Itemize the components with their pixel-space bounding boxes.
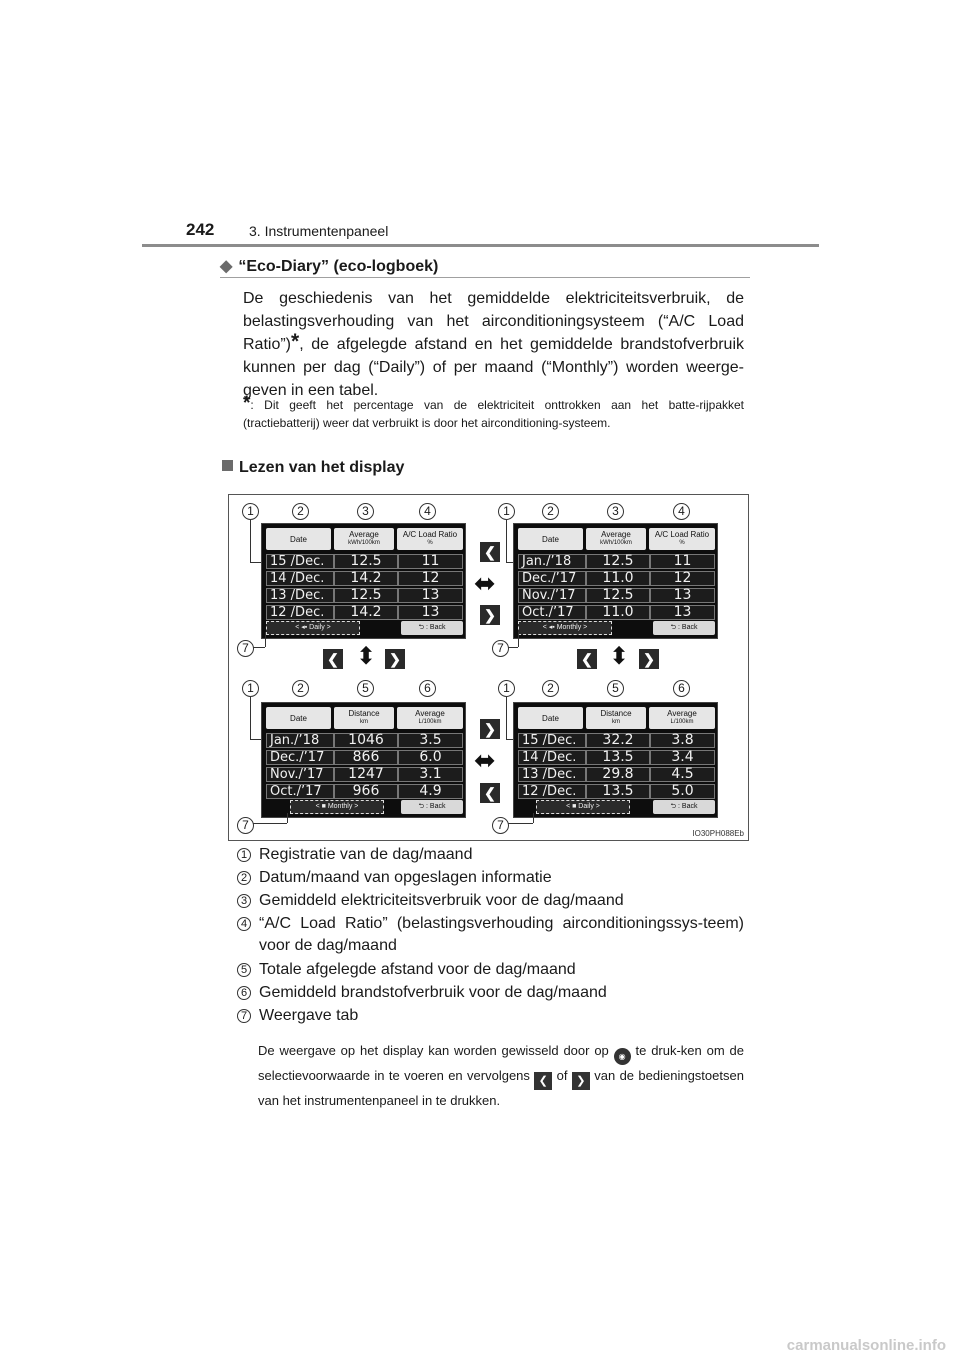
horizontal-double-arrow-icon: ⬌	[474, 745, 496, 775]
callout-7: 7	[237, 640, 254, 657]
subsection-title	[220, 256, 438, 276]
column-header-average: Average kWh/100km	[586, 528, 646, 550]
column-header-average: Average L/100km	[397, 707, 463, 729]
value-cell: 12.5	[334, 588, 398, 603]
value-cell: 1046	[334, 733, 398, 748]
leader-line	[508, 823, 533, 824]
table-row	[266, 553, 463, 570]
column-header-ac-load: A/C Load Ratio %	[649, 528, 715, 550]
value-cell: 13	[650, 605, 715, 620]
display-tab[interactable]: < ◂▪ Daily >	[266, 621, 360, 635]
value-cell: 13	[650, 588, 715, 603]
vertical-double-arrow-icon: ⬍	[356, 643, 377, 670]
value-cell: 3.4	[650, 750, 715, 765]
legend-number: 6	[237, 986, 251, 1000]
value-cell: 13.5	[586, 784, 650, 799]
leader-line	[250, 697, 251, 739]
diamond-bullet-icon: ◆	[220, 258, 233, 275]
callout-2: 2	[542, 680, 559, 697]
value-cell: 13.5	[586, 750, 650, 765]
date-cell: 13 /Dec.	[266, 588, 334, 603]
watermark: carmanualsonline.info	[786, 1337, 946, 1354]
table-row	[266, 749, 463, 766]
date-cell: 15 /Dec.	[518, 733, 586, 748]
square-bullet-icon	[222, 460, 233, 471]
value-cell: 12	[398, 571, 463, 586]
date-cell: Nov./’17	[266, 767, 334, 782]
legend-text: Gemiddeld elektriciteitsverbruik voor de dag/maand	[259, 892, 624, 909]
column-header-average: Average kWh/100km	[334, 528, 394, 550]
vertical-double-arrow-icon: ⬍	[609, 643, 630, 670]
value-cell: 11.0	[586, 571, 650, 586]
left-arrow-button: ❮	[480, 542, 500, 562]
value-cell: 12.5	[586, 554, 650, 569]
column-header-date: Date	[266, 707, 331, 729]
footnote-marker: *	[291, 330, 300, 353]
right-arrow-button: ❯	[385, 649, 405, 669]
leader-line	[518, 632, 519, 647]
eco-diary-figure	[228, 494, 749, 841]
table-row	[266, 587, 463, 604]
table-row	[518, 570, 715, 587]
screen-footer	[266, 621, 463, 635]
leader-line	[287, 813, 288, 823]
value-cell: 13	[398, 605, 463, 620]
column-header-distance: Distance km	[334, 707, 394, 729]
value-cell: 3.1	[398, 767, 463, 782]
callout-3: 3	[607, 503, 624, 520]
date-cell: 14 /Dec.	[266, 571, 334, 586]
callout-7: 7	[492, 817, 509, 834]
footnote	[243, 393, 744, 432]
left-arrow-button: ❮	[480, 783, 500, 803]
table-row	[266, 783, 463, 800]
legend-number: 4	[237, 917, 251, 931]
header-divider	[142, 244, 819, 247]
leader-line	[506, 697, 507, 739]
legend-text: Totale afgelegde afstand voor de dag/maand	[259, 961, 576, 978]
date-cell: 12 /Dec.	[518, 784, 586, 799]
table-row	[518, 587, 715, 604]
callout-5: 5	[357, 680, 374, 697]
legend-number: 1	[237, 848, 251, 862]
value-cell: 866	[334, 750, 398, 765]
legend-text: Registratie van de dag/maand	[259, 846, 473, 863]
screen-daily-electric	[261, 523, 466, 639]
intro-part2: , de afgelegde afstand en het gemiddelde brandstofverbruik kunnen per dag (“Daily”) of per maand (“Monthly”) worden weerge-geven in een tabel.	[243, 336, 744, 399]
callout-2: 2	[542, 503, 559, 520]
value-cell: 3.8	[650, 733, 715, 748]
screen-footer	[518, 800, 715, 814]
legend-text: Weergave tab	[259, 1007, 359, 1024]
legend-number: 2	[237, 871, 251, 885]
subsection-divider	[220, 277, 750, 278]
callout-1: 1	[498, 503, 515, 520]
callout-5: 5	[607, 680, 624, 697]
callout-6: 6	[419, 680, 436, 697]
value-cell: 12	[650, 571, 715, 586]
display-tab[interactable]: < ■ Monthly >	[290, 800, 384, 814]
back-button[interactable]: ⮌ : Back	[653, 800, 715, 814]
column-header-distance: Distance km	[586, 707, 646, 729]
horizontal-double-arrow-icon: ⬌	[474, 568, 496, 598]
callout-6: 6	[673, 680, 690, 697]
value-cell: 4.5	[650, 767, 715, 782]
note-part3: of	[556, 1068, 568, 1083]
date-cell: 15 /Dec.	[266, 554, 334, 569]
section-title: 3. Instrumentenpaneel	[249, 223, 389, 239]
value-cell: 29.8	[586, 767, 650, 782]
callout-3: 3	[357, 503, 374, 520]
table-row	[518, 783, 715, 800]
screen-monthly-electric	[513, 523, 718, 639]
table-row	[518, 766, 715, 783]
back-button[interactable]: ⮌ : Back	[401, 800, 463, 814]
callout-4: 4	[419, 503, 436, 520]
value-cell: 11.0	[586, 605, 650, 620]
note-part4: van de bedieningstoetsen van het instrumentenpaneel in te drukken.	[258, 1068, 744, 1108]
legend-text: “A/C Load Ratio” (belastingsverhouding airconditioningssys-teem) voor de dag/maand	[259, 915, 744, 954]
leader-line	[253, 823, 287, 824]
left-arrow-button: ❮	[577, 649, 597, 669]
switch-note	[258, 1040, 744, 1112]
value-cell: 966	[334, 784, 398, 799]
value-cell: 32.2	[586, 733, 650, 748]
value-cell: 5.0	[650, 784, 715, 799]
date-cell: Oct./’17	[518, 605, 586, 620]
screen-footer	[518, 621, 715, 635]
callout-1: 1	[242, 680, 259, 697]
table-row	[518, 749, 715, 766]
date-cell: Dec./’17	[518, 571, 586, 586]
display-tab[interactable]: < ◂▪ Monthly >	[518, 621, 612, 635]
leader-line	[508, 647, 518, 648]
callout-2: 2	[292, 680, 309, 697]
page-number: 242	[186, 220, 215, 239]
figure-code: IO30PH088Eb	[692, 829, 744, 838]
table-row	[518, 553, 715, 570]
leader-line	[506, 520, 507, 562]
right-arrow-button: ❯	[639, 649, 659, 669]
back-button[interactable]: ⮌ : Back	[401, 621, 463, 635]
value-cell: 6.0	[398, 750, 463, 765]
back-button[interactable]: ⮌ : Back	[653, 621, 715, 635]
table-row	[518, 604, 715, 621]
value-cell: 11	[650, 554, 715, 569]
legend-text: Datum/maand van opgeslagen informatie	[259, 869, 552, 886]
value-cell: 11	[398, 554, 463, 569]
value-cell: 12.5	[334, 554, 398, 569]
legend-number: 7	[237, 1009, 251, 1023]
date-cell: Jan./’18	[266, 733, 334, 748]
table-row	[266, 766, 463, 783]
leader-line	[253, 647, 265, 648]
value-cell: 14.2	[334, 571, 398, 586]
value-cell: 12.5	[586, 588, 650, 603]
column-header-date: Date	[518, 528, 583, 550]
value-cell: 1247	[334, 767, 398, 782]
select-dial-icon: ◉	[614, 1048, 631, 1065]
right-arrow-icon: ❯	[572, 1072, 590, 1090]
column-header-date: Date	[266, 528, 331, 550]
note-part1: De weergave op het display kan worden gewisseld door op	[258, 1043, 609, 1058]
left-arrow-icon: ❮	[534, 1072, 552, 1090]
value-cell: 14.2	[334, 605, 398, 620]
right-arrow-button: ❯	[480, 605, 500, 625]
callout-4: 4	[673, 503, 690, 520]
date-cell: 13 /Dec.	[518, 767, 586, 782]
right-arrow-button: ❯	[480, 719, 500, 739]
legend-number: 5	[237, 963, 251, 977]
subsection-title-text: “Eco-Diary” (eco-logboek)	[238, 258, 439, 275]
screen-daily-fuel	[513, 702, 718, 818]
value-cell: 3.5	[398, 733, 463, 748]
value-cell: 13	[398, 588, 463, 603]
date-cell: 12 /Dec.	[266, 605, 334, 620]
legend-text: Gemiddeld brandstofverbruik voor de dag/maand	[259, 984, 607, 1001]
leader-line	[265, 632, 266, 647]
date-cell: Nov./’17	[518, 588, 586, 603]
callout-1: 1	[498, 680, 515, 697]
date-cell: 14 /Dec.	[518, 750, 586, 765]
column-header-date: Date	[518, 707, 583, 729]
left-arrow-button: ❮	[323, 649, 343, 669]
callout-7: 7	[237, 817, 254, 834]
date-cell: Dec./’17	[266, 750, 334, 765]
callout-1: 1	[242, 503, 259, 520]
display-heading	[222, 459, 404, 477]
column-header-average: Average L/100km	[649, 707, 715, 729]
table-row	[518, 732, 715, 749]
leader-line	[533, 813, 534, 823]
legend-number: 3	[237, 894, 251, 908]
table-row	[266, 570, 463, 587]
display-tab[interactable]: < ■ Daily >	[536, 800, 630, 814]
table-row	[266, 732, 463, 749]
intro-paragraph	[243, 287, 744, 402]
note-part2: te druk-ken om de selectievoorwaarde in te voeren en vervolgens	[258, 1043, 744, 1083]
screen-footer	[266, 800, 463, 814]
callout-2: 2	[292, 503, 309, 520]
footnote-star: *	[243, 393, 251, 414]
column-header-ac-load: A/C Load Ratio %	[397, 528, 463, 550]
value-cell: 4.9	[398, 784, 463, 799]
display-heading-text: Lezen van het display	[239, 459, 405, 476]
table-row	[266, 604, 463, 621]
leader-line	[250, 520, 251, 562]
callout-7: 7	[492, 640, 509, 657]
screen-monthly-fuel	[261, 702, 466, 818]
intro-part1: De geschiedenis van het gemiddelde elektriciteitsverbruik, de belastingsverhouding van het airconditioningsysteem (“A/C Load Ratio”)	[243, 290, 744, 353]
date-cell: Oct./’17	[266, 784, 334, 799]
footnote-text: : Dit geeft het percentage van de elektriciteit onttrokken aan het batte-rijpakket (tractiebatterij) weer dat verbruikt is door het airconditioning-systeem.	[243, 398, 744, 430]
date-cell: Jan./’18	[518, 554, 586, 569]
